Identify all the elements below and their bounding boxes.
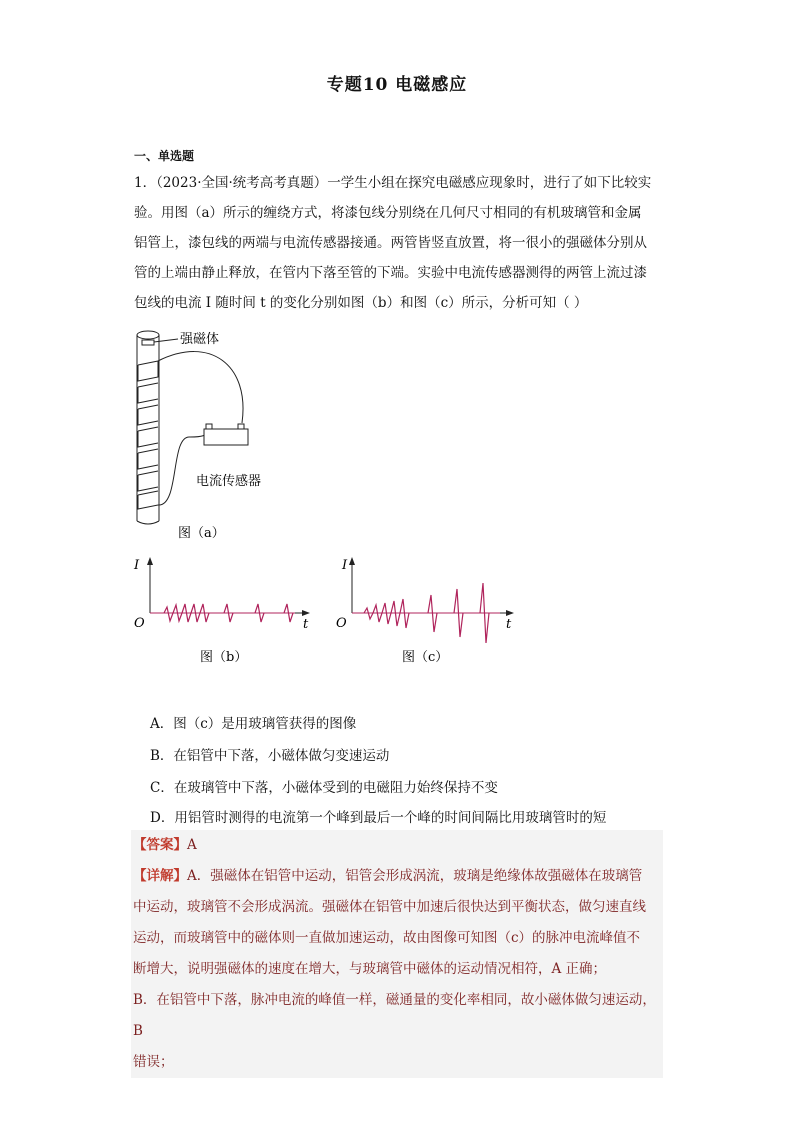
question-line: 1．（2023·全国·统考高考真题）一学生小组在探究电磁感应现象时，进行了如下比较实	[134, 175, 652, 191]
caption-a: 图（a）	[178, 526, 225, 541]
question-line: 验。用图（a）所示的缠绕方式，将漆包线分别绕在几何尺寸相同的有机玻璃管和金属	[134, 205, 642, 221]
current-sensor	[204, 429, 248, 445]
tube-diagram	[137, 331, 248, 524]
magnet	[142, 340, 154, 345]
experiment-figure	[120, 325, 540, 670]
option-a: A．图（c）是用玻璃管获得的图像	[150, 716, 357, 732]
caption-c: 图（c）	[402, 650, 449, 665]
option-b: B．在铝管中下落，小磁体做匀变速运动	[150, 748, 390, 764]
section-heading: 一、单选题	[134, 149, 195, 163]
graph-b-x-label: t	[303, 617, 309, 632]
detail-line: 运动，而玻璃管中的磁体则一直做加速运动，故由图像可知图（c）的脉冲电流峰值不	[133, 930, 641, 946]
answer-label: 【答案】	[133, 837, 187, 853]
question-line: 管的上端由静止释放，在管内下落至管的下端。实验中电流传感器测得的两管上流过漆	[134, 265, 647, 281]
detail-line	[131, 861, 663, 892]
graph-c-x-label: t	[506, 617, 512, 632]
page-title: 专题10 电磁感应	[326, 75, 468, 95]
graph-c	[336, 557, 514, 643]
answer-block	[131, 830, 663, 1078]
sensor-label: 电流传感器	[196, 474, 262, 489]
graph-c-origin: O	[336, 616, 347, 631]
graph-c-y-label: I	[342, 558, 348, 573]
option-c: C．在玻璃管中下落，小磁体受到的电磁阻力始终保持不变	[150, 780, 498, 796]
graph-b-y-label: I	[134, 558, 140, 573]
answer-line	[131, 830, 663, 861]
question-line: 铝管上，漆包线的两端与电流传感器接通。两管皆竖直放置，将一很小的强磁体分别从	[134, 235, 647, 251]
detail-label: 【详解】	[133, 868, 187, 884]
graph-b-origin: O	[134, 616, 145, 631]
detail-line: 中运动，玻璃管不会形成涡流。强磁体在铝管中加速后很快达到平衡状态，做匀速直线	[133, 899, 646, 915]
magnet-label: 强磁体	[180, 332, 220, 347]
answer-value: A	[187, 837, 197, 853]
detail-line: 错误；	[133, 1054, 174, 1070]
graph-b	[133, 557, 310, 632]
option-d: D．用铝管时测得的电流第一个峰到最后一个峰的时间间隔比用玻璃管时的短	[150, 810, 607, 826]
question-text	[134, 168, 674, 318]
detail-text: A．强磁体在铝管中运动，铝管会形成涡流，玻璃是绝缘体故强磁体在玻璃管	[187, 868, 643, 884]
caption-b: 图（b）	[200, 650, 248, 665]
detail-line: B．在铝管中下落，脉冲电流的峰值一样，磁通量的变化率相同，故小磁体做匀速运动，B	[133, 992, 656, 1039]
question-line: 包线的电流 I 随时间 t 的变化分别如图（b）和图（c）所示，分析可知（ ）	[134, 295, 588, 311]
detail-line: 断增大，说明强磁体的速度在增大，与玻璃管中磁体的运动情况相符，A 正确；	[133, 961, 607, 977]
